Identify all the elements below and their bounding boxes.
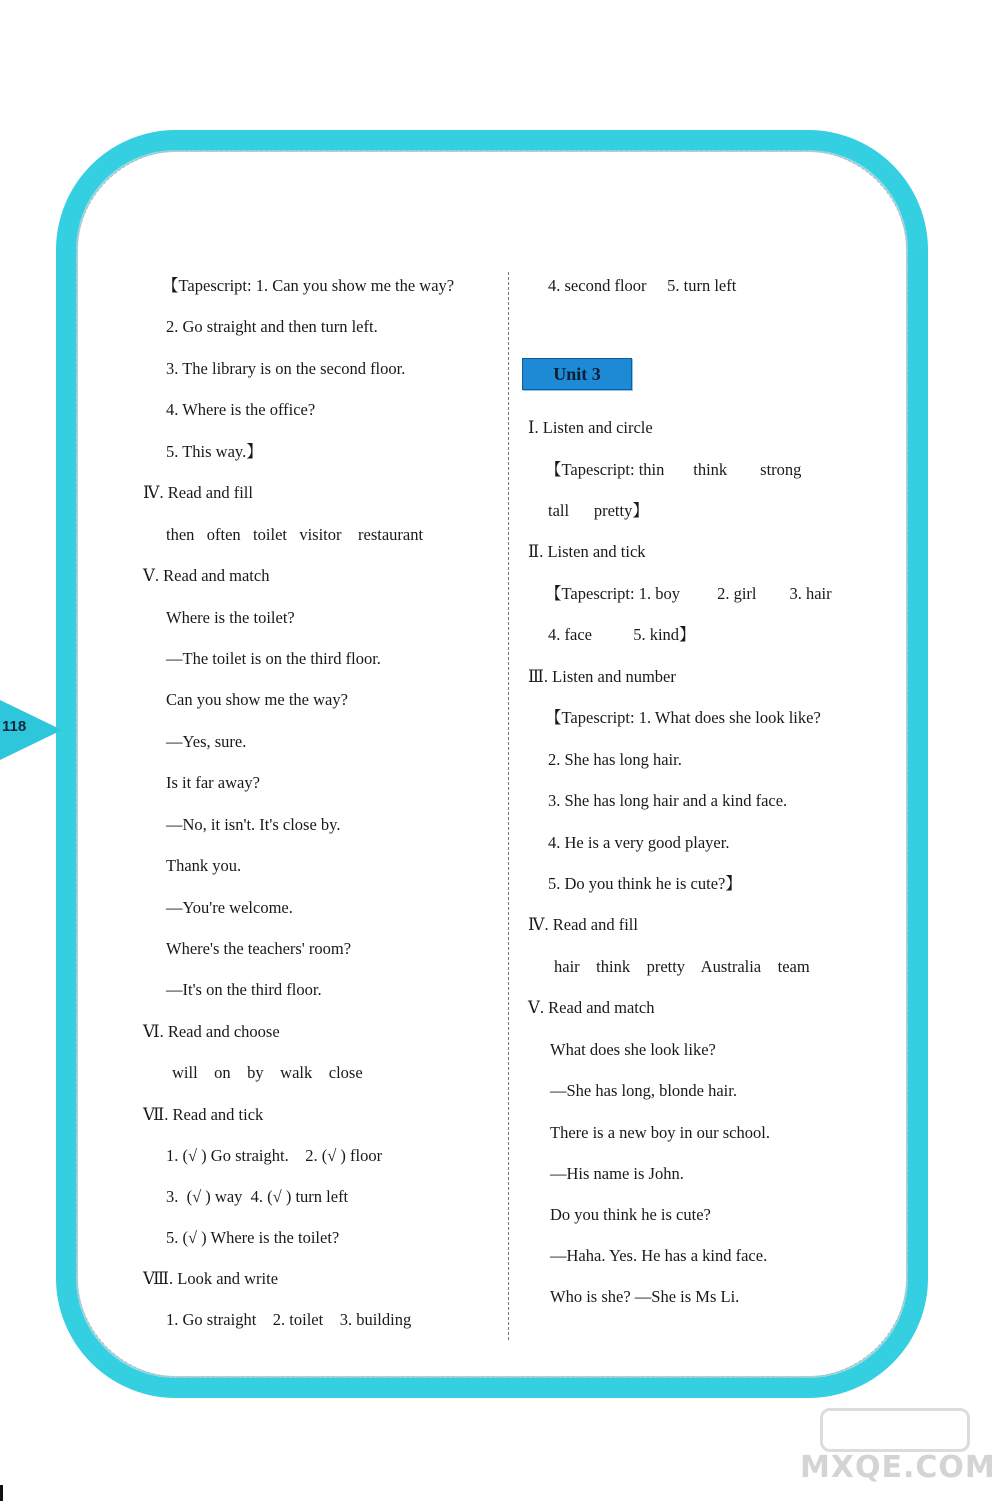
edge-mark bbox=[0, 1485, 3, 1501]
right-column-line: 4. He is a very good player. bbox=[548, 833, 730, 852]
right-column-line: Ⅴ. Read and match bbox=[528, 998, 655, 1017]
left-column-line: Ⅶ. Read and tick bbox=[143, 1105, 264, 1124]
right-column-line: Do you think he is cute? bbox=[550, 1205, 711, 1224]
right-column-line: Ⅰ. Listen and circle bbox=[528, 418, 653, 437]
left-column-line: 1. (√ ) Go straight. 2. (√ ) floor bbox=[166, 1146, 383, 1165]
right-column-line: 5. Do you think he is cute?】 bbox=[548, 874, 742, 893]
left-column-line: then often toilet visitor restaurant bbox=[166, 525, 424, 544]
left-column-line: Thank you. bbox=[166, 856, 242, 875]
right-column-line: There is a new boy in our school. bbox=[550, 1123, 770, 1142]
left-column-line: Ⅴ. Read and match bbox=[143, 566, 270, 585]
left-column-line: —Yes, sure. bbox=[166, 732, 247, 751]
left-column-line: Where is the toilet? bbox=[166, 608, 295, 627]
left-column-line: Can you show me the way? bbox=[166, 690, 348, 709]
right-column-line: Ⅲ. Listen and number bbox=[528, 667, 676, 686]
left-column-line: —No, it isn't. It's close by. bbox=[166, 815, 341, 834]
right-column-line: 4. face 5. kind】 bbox=[548, 625, 696, 644]
left-column-line: will on by walk close bbox=[172, 1063, 363, 1082]
right-column-line: 【Tapescript: thin think strong bbox=[545, 460, 802, 479]
right-column-line: —Haha. Yes. He has a kind face. bbox=[550, 1246, 768, 1265]
right-column-line: hair think pretty Australia team bbox=[554, 957, 810, 976]
left-column-line: Ⅳ. Read and fill bbox=[143, 483, 253, 502]
right-column-line: What does she look like? bbox=[550, 1040, 716, 1059]
unit-heading: Unit 3 bbox=[553, 364, 601, 384]
left-column-line: Ⅵ. Read and choose bbox=[143, 1022, 280, 1041]
left-column-line: 【Tapescript: 1. Can you show me the way? bbox=[162, 276, 455, 295]
right-column-line: tall pretty】 bbox=[548, 501, 649, 520]
right-column-line: 【Tapescript: 1. boy 2. girl 3. hair bbox=[545, 584, 832, 603]
right-column-line: —His name is John. bbox=[550, 1164, 684, 1183]
left-column-line: 3. (√ ) way 4. (√ ) turn left bbox=[166, 1187, 349, 1206]
left-column-line: Is it far away? bbox=[166, 773, 260, 792]
unit-heading-box bbox=[522, 358, 632, 390]
left-column-line: 5. (√ ) Where is the toilet? bbox=[166, 1228, 340, 1247]
watermark-seal bbox=[820, 1408, 970, 1452]
right-column-line: 【Tapescript: 1. What does she look like? bbox=[545, 708, 821, 727]
left-column-line: —It's on the third floor. bbox=[166, 980, 322, 999]
left-column-line: 4. Where is the office? bbox=[166, 400, 316, 419]
right-column-line: 2. She has long hair. bbox=[548, 750, 682, 769]
left-column-line: 3. The library is on the second floor. bbox=[166, 359, 406, 378]
page-number: 118 bbox=[2, 718, 27, 735]
right-column-line: Who is she? —She is Ms Li. bbox=[550, 1287, 740, 1306]
watermark-text: MXQE.COM bbox=[800, 1450, 996, 1485]
right-column-line: Ⅱ. Listen and tick bbox=[528, 542, 646, 561]
column-divider bbox=[508, 272, 509, 1340]
left-column-line: —You're welcome. bbox=[166, 898, 293, 917]
left-column-line: 1. Go straight 2. toilet 3. building bbox=[166, 1310, 412, 1329]
left-column-line: 5. This way.】 bbox=[166, 442, 263, 461]
right-column-line: 3. She has long hair and a kind face. bbox=[548, 791, 788, 810]
right-column-line: Ⅳ. Read and fill bbox=[528, 915, 638, 934]
right-column-top-line: 4. second floor 5. turn left bbox=[548, 276, 737, 295]
left-column-line: Ⅷ. Look and write bbox=[143, 1269, 279, 1288]
left-column-line: —The toilet is on the third floor. bbox=[166, 649, 381, 668]
left-column-line: 2. Go straight and then turn left. bbox=[166, 317, 378, 336]
left-column-line: Where's the teachers' room? bbox=[166, 939, 352, 958]
right-column-line: —She has long, blonde hair. bbox=[550, 1081, 737, 1100]
